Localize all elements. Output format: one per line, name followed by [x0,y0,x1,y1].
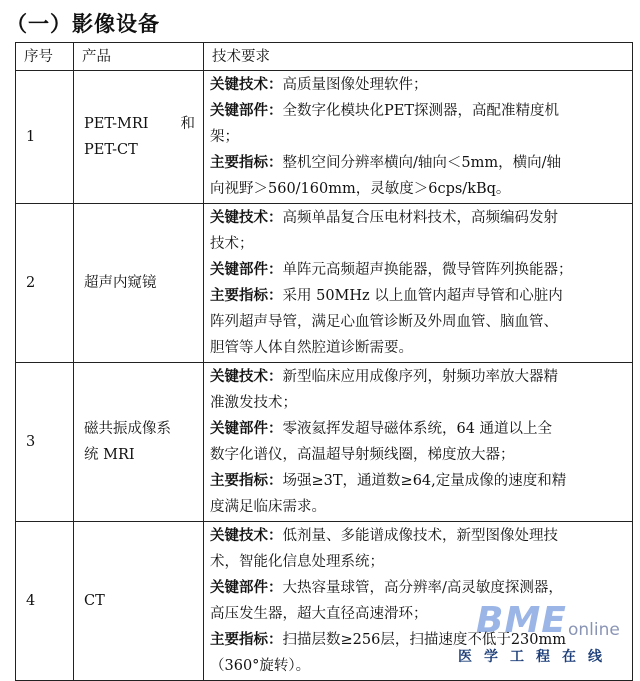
requirement-text: 采用 50MHz 以上血管内超声导管和心脏内 [282,288,563,304]
requirement-text: 向视野＞560/160mm，灵敏度＞6cps/kBq。 [210,181,511,197]
requirement-line [210,150,628,176]
table-header-row [16,43,633,71]
equipment-requirements-table [15,42,633,681]
requirement-text: 新型临床应用成像序列，射频功率放大器精 [282,369,558,385]
table-row [16,71,633,204]
product-name: 磁共振成像系 [84,421,171,437]
table-row [16,363,633,522]
requirement-text: 高质量图像处理软件； [282,77,428,93]
product-cell [74,522,204,681]
requirement-line [210,364,628,390]
requirements-cell [204,522,633,681]
requirements-cell [204,71,633,204]
requirement-line [210,176,628,202]
header-no: 序号 [16,43,74,71]
requirement-text: 场强≥3T，通道数≥64,定量成像的速度和精 [282,473,567,489]
requirement-text: 整机空间分辨率横向/轴向＜5mm，横向/轴 [282,155,561,171]
requirement-text: 低剂量、多能谱成像技术，新型图像处理技 [282,528,558,544]
product-name: PET-CT [84,142,138,158]
requirement-line [210,231,628,257]
requirement-text: 度满足临床需求。 [210,499,326,515]
row-number: 3 [16,363,74,522]
product-name: PET-MRI [84,116,149,132]
requirement-text: 技术； [210,236,254,252]
requirement-line [210,205,628,231]
product-name: 统 MRI [84,447,135,463]
header-product: 产品 [74,43,204,71]
requirement-text: 架； [210,129,239,145]
requirement-line [210,72,628,98]
product-cell [74,204,204,363]
requirement-line [210,601,628,627]
requirement-text: 术，智能化信息处理系统； [210,554,384,570]
requirement-text: 全数字化模块化PET探测器，高配准精度机 [282,103,560,119]
row-number: 1 [16,71,74,204]
requirement-label: 主要指标： [210,287,283,304]
requirement-line [210,468,628,494]
requirement-label: 主要指标： [210,472,283,489]
watermark-logo-suffix: online [568,620,620,640]
requirement-label: 关键技术： [210,76,283,93]
requirement-label: 关键技术： [210,209,283,226]
requirement-text: 大热容量球管，高分辨率/高灵敏度探测器， [282,580,563,596]
requirement-label: 主要指标： [210,631,283,648]
requirement-label: 主要指标： [210,154,283,171]
requirement-label: 关键部件： [210,102,283,119]
requirement-label: 关键部件： [210,420,283,437]
watermark-logo: BME [476,600,567,641]
requirement-text: （360°旋转）。 [210,658,311,674]
row-number: 4 [16,522,74,681]
product-name: 超声内窥镜 [84,275,157,291]
requirement-line [210,390,628,416]
requirement-line [210,523,628,549]
requirements-cell [204,204,633,363]
requirement-text: 高频单晶复合压电材料技术，高频编码发射 [282,210,558,226]
requirement-line [210,627,628,653]
requirement-line [210,335,628,361]
row-number: 2 [16,204,74,363]
requirement-line [210,575,628,601]
requirement-line [210,416,628,442]
requirement-text: 零液氦挥发超导磁体系统，64 通道以上全 [282,421,553,437]
requirements-cell [204,363,633,522]
product-cell [74,71,204,204]
requirement-text: 扫描层数≥256层，扫描速度不低于230mm [282,632,566,648]
table-row [16,522,633,681]
requirement-line [210,494,628,520]
product-cell [74,363,204,522]
table-row [16,204,633,363]
requirement-line [210,549,628,575]
requirement-text: 数字化谱仪，高温超导射频线圈，梯度放大器； [210,447,515,463]
requirement-line [210,653,628,679]
watermark-subtitle: 医学工程在线 [458,649,614,665]
requirement-line [210,124,628,150]
requirement-line [210,442,628,468]
header-requirements: 技术要求 [204,43,633,71]
requirement-text: 阵列超声导管，满足心血管诊断及外周血管、脑血管、 [210,314,558,330]
requirement-text: 高压发生器，超大直径高速滑环； [210,606,428,622]
requirement-label: 关键技术： [210,527,283,544]
requirement-line [210,283,628,309]
requirement-label: 关键技术： [210,368,283,385]
requirement-text: 准激发技术； [210,395,297,411]
requirement-line [210,309,628,335]
section-title: （一）影像设备 [6,11,160,36]
requirement-line [210,98,628,124]
requirement-label: 关键部件： [210,579,283,596]
requirement-line [210,257,628,283]
requirement-text: 胆管等人体自然腔道诊断需要。 [210,340,413,356]
requirement-label: 关键部件： [210,261,283,278]
product-name: CT [84,593,105,609]
product-conjunction: 和 [180,116,195,132]
requirement-text: 单阵元高频超声换能器，微导管阵列换能器； [282,262,573,278]
